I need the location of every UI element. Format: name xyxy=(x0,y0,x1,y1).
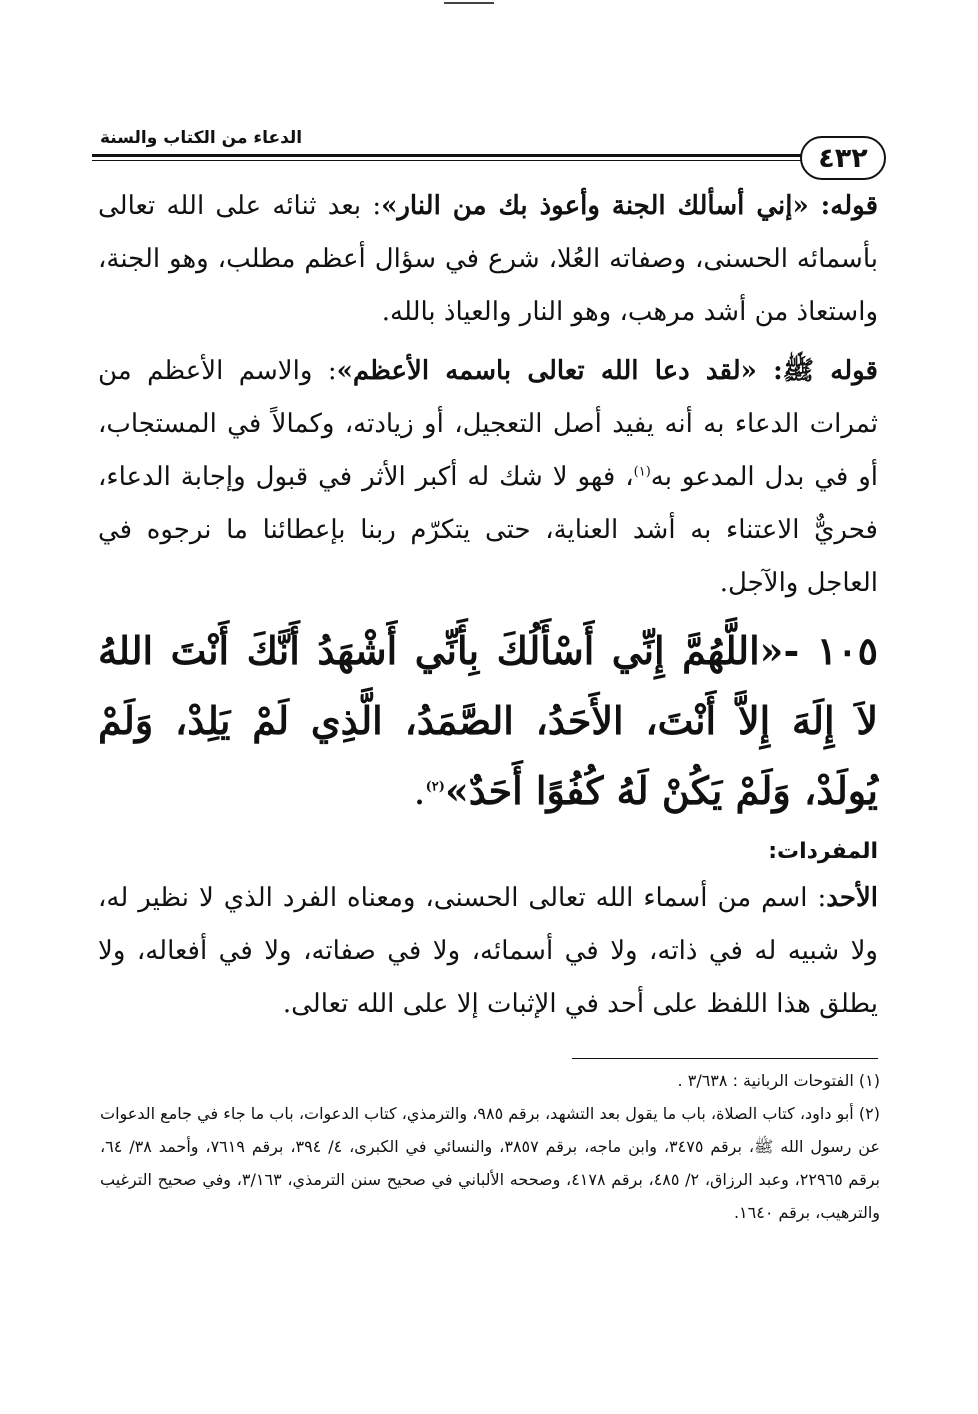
footnotes xyxy=(100,1064,880,1229)
paragraph-1-lead: قوله: «إني أسألك الجنة وأعوذ بك من النار» xyxy=(381,191,878,221)
header-rule xyxy=(92,154,802,157)
vocabulary-definition: : اسم من أسماء الله تعالى الحسنى، ومعناه الفرد الذي لا نظير له، ولا شبيه له في ذاته، ولا في أسمائه، ولا في صفاته، ولا في أفعاله، ولا يطلق هذا اللفظ على أحد في الإثبات إلا على الله تعالى. xyxy=(98,883,878,1019)
top-edge-mark xyxy=(444,2,494,4)
footnote-2-number: (٢) xyxy=(858,1104,880,1123)
footnote-1 xyxy=(100,1064,880,1097)
footnote-1-text: الفتوحات الربانية : ٣/٦٣٨ . xyxy=(677,1071,854,1090)
paragraph-2-text: : والاسم الأعظم من ثمرات الدعاء به أنه يفيد أصل التعجيل، أو زيادته، وكمالاً في المستجاب، أو في بدل المدعو به xyxy=(98,356,878,492)
main-content xyxy=(98,180,878,1031)
header-rule-thin xyxy=(92,160,802,161)
vocabulary-entry xyxy=(98,872,878,1031)
footnote-1-number: (١) xyxy=(858,1071,880,1090)
page-number: ٤٣٢ xyxy=(800,136,886,180)
hadith-number: ١٠٥ - xyxy=(783,628,878,673)
footnote-2-text: أبو داود، كتاب الصلاة، باب ما يقول بعد التشهد، برقم ٩٨٥، والترمذي، كتاب الدعوات، باب ما جاء في جامع الدعوات عن رسول الله ﷺ، برقم ٣٤٧٥، وابن ماجه، برقم ٣٨٥٧، والنسائي في الكبرى، ٤/ ٣٩٤، برقم ٧٦١٩، وأحمد ٣٨/ ٦٤، برقم ٢٢٩٦٥، وعبد الرزاق، ٢/ ٤٨٥، برقم ٤١٧٨، وصححه الألباني في صحيح سنن الترمذي، ٣/١٦٣، وفي صحيح الترغيب والترهيب، برقم ١٦٤٠. xyxy=(100,1104,881,1222)
running-title: الدعاء من الكتاب والسنة xyxy=(100,128,303,148)
vocabulary-heading: المفردات: xyxy=(768,839,878,864)
footnote-ref-2[interactable]: (٢) xyxy=(425,779,445,795)
footnote-2 xyxy=(100,1097,880,1229)
vocabulary-term: الأحد xyxy=(826,883,878,913)
hadith-105 xyxy=(98,616,878,826)
hadith-end: . xyxy=(413,769,426,813)
hadith-text: «اللَّهُمَّ إِنِّي أَسْأَلُكَ بِأَنِّي أَشْهَدُ أَنَّكَ أَنْتَ اللهُ لاَ إِلَهَ إِلاَّ أَنْتَ، الأَحَدُ، الصَّمَدُ، الَّذِي لَمْ يَلِدْ، وَلَمْ يُولَدْ، وَلَمْ يَكُنْ لَهُ كُفُوًا أَحَدٌ» xyxy=(98,628,878,813)
footnote-ref-1[interactable]: (١) xyxy=(633,464,651,480)
paragraph-1-text: : بعد ثنائه على الله تعالى بأسمائه الحسنى، وصفاته العُلا، شرع في سؤال أعظم مطلب، وهو الجنة، واستعاذ من أشد مرهب، وهو النار والعياذ بالله. xyxy=(98,191,878,327)
footnote-separator xyxy=(572,1058,878,1059)
paragraph-2-lead: قوله ﷺ: «لقد دعا الله تعالى باسمه الأعظم» xyxy=(336,356,878,386)
paragraph-1 xyxy=(98,180,878,339)
paragraph-2-text-cont: ، فهو لا شك له أكبر الأثر في قبول وإجابة الدعاء، فحريٌّ الاعتناء به أشد العناية، حتى يتكرّم ربنا بإعطائنا ما نرجوه في العاجل والآجل. xyxy=(98,462,878,598)
paragraph-2 xyxy=(98,345,878,610)
